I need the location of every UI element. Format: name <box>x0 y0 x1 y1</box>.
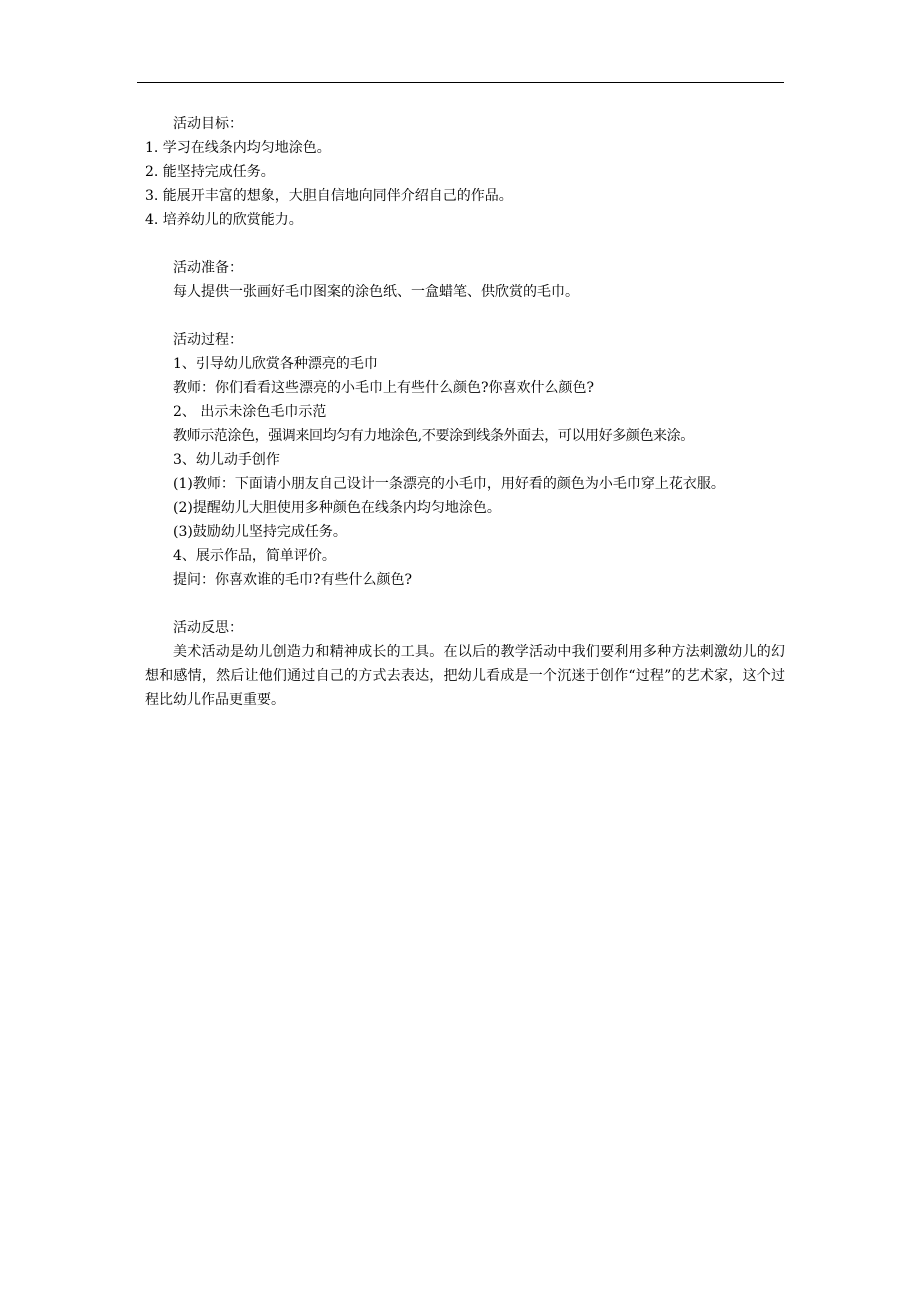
process-substep-3: (3)鼓励幼儿坚持完成任务。 <box>173 524 347 540</box>
reflection-heading: 活动反思： <box>173 620 243 636</box>
goal-item-4: 4. 培养幼儿的欣赏能力。 <box>145 212 303 228</box>
process-step-2: 2、 出示未涂色毛巾示范 <box>173 404 327 420</box>
spacer <box>145 232 785 256</box>
process-substep-2: (2)提醒幼儿大胆使用多种颜色在线条内均匀地涂色。 <box>173 500 501 516</box>
goal-item-1: 1. 学习在线条内均匀地涂色。 <box>145 140 331 156</box>
process-step-3: 3、幼儿动手创作 <box>173 452 280 468</box>
process-heading: 活动过程： <box>173 332 243 348</box>
process-teacher-question: 教师：你们看看这些漂亮的小毛巾上有些什么颜色?你喜欢什么颜色? <box>173 380 595 396</box>
preparation-heading: 活动准备： <box>173 260 243 276</box>
goal-item-2: 2. 能坚持完成任务。 <box>145 164 275 180</box>
process-step-4: 4、展示作品，简单评价。 <box>173 548 336 564</box>
process-question: 提问：你喜欢谁的毛巾?有些什么颜色? <box>173 572 413 588</box>
reflection-text: 美术活动是幼儿创造力和精神成长的工具。在以后的教学活动中我们要利用多种方法刺激幼儿的幻想和感情，然后让他们通过自己的方式去表达，把幼儿看成是一个沉迷于创作“过程”的艺术家，这个过程比幼儿作品更重要。 <box>145 644 785 708</box>
process-step-1: 1、引导幼儿欣赏各种漂亮的毛巾 <box>173 356 378 372</box>
goals-heading: 活动目标： <box>173 116 243 132</box>
spacer <box>145 592 785 616</box>
process-demo-text: 教师示范涂色，强调来回均匀有力地涂色,不要涂到线条外面去，可以用好多颜色来涂。 <box>173 428 694 444</box>
process-substep-1: (1)教师：下面请小朋友自己设计一条漂亮的小毛巾，用好看的颜色为小毛巾穿上花衣服。 <box>173 476 725 492</box>
goal-item-3: 3. 能展开丰富的想象，大胆自信地向同伴介绍自己的作品。 <box>145 188 513 204</box>
spacer <box>145 304 785 328</box>
document-body <box>145 112 785 712</box>
header-rule <box>137 82 784 83</box>
preparation-text: 每人提供一张画好毛巾图案的涂色纸、一盒蜡笔、供欣赏的毛巾。 <box>173 284 579 300</box>
